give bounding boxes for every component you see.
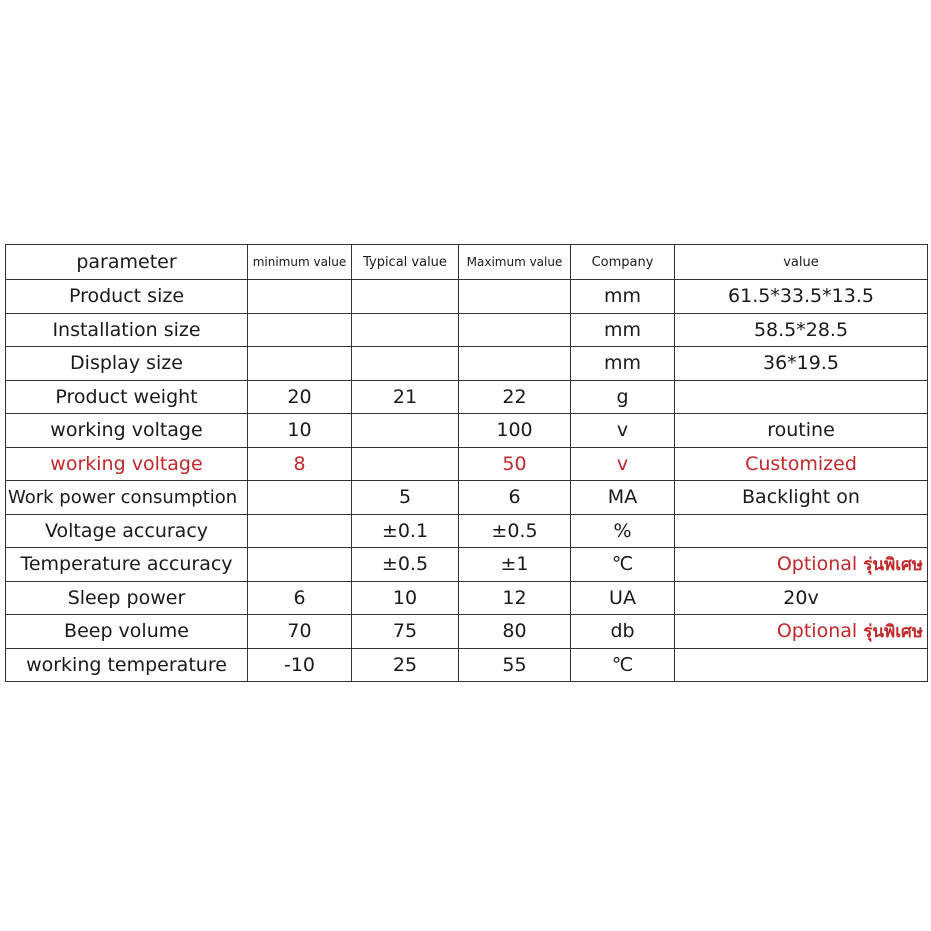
cell-max	[459, 280, 571, 314]
header-typical-value: Typical value	[352, 245, 459, 280]
cell-max	[459, 347, 571, 381]
cell-typ: 10	[352, 581, 459, 615]
cell-typ: 5	[352, 481, 459, 515]
cell-value: 58.5*28.5	[675, 313, 928, 347]
cell-min: 6	[248, 581, 352, 615]
cell-parameter: working voltage	[6, 414, 248, 448]
table-row	[6, 548, 928, 582]
cell-typ	[352, 414, 459, 448]
cell-value: routine	[675, 414, 928, 448]
special-model-label: รุ่นพิเศษ	[863, 621, 923, 642]
cell-unit: db	[571, 615, 675, 649]
cell-min	[248, 280, 352, 314]
cell-max: 100	[459, 414, 571, 448]
cell-typ: 21	[352, 380, 459, 414]
cell-unit: ℃	[571, 648, 675, 682]
cell-value	[675, 548, 928, 582]
cell-value: Customized	[675, 447, 928, 481]
cell-min	[248, 347, 352, 381]
cell-typ: ±0.1	[352, 514, 459, 548]
optional-label: Optional	[776, 552, 858, 575]
cell-unit: v	[571, 414, 675, 448]
cell-parameter: Temperature accuracy	[6, 548, 248, 582]
cell-min: 70	[248, 615, 352, 649]
cell-value	[675, 380, 928, 414]
cell-min	[248, 313, 352, 347]
table-row	[6, 481, 928, 515]
cell-typ	[352, 347, 459, 381]
cell-value	[675, 648, 928, 682]
cell-min: 20	[248, 380, 352, 414]
cell-unit: mm	[571, 347, 675, 381]
cell-min	[248, 514, 352, 548]
cell-parameter: working voltage	[6, 447, 248, 481]
table-row	[6, 280, 928, 314]
cell-min: 8	[248, 447, 352, 481]
header-maximum-value: Maximum value	[459, 245, 571, 280]
table-row	[6, 414, 928, 448]
cell-parameter: Product weight	[6, 380, 248, 414]
cell-typ	[352, 280, 459, 314]
cell-typ: 25	[352, 648, 459, 682]
cell-min	[248, 481, 352, 515]
cell-max: 55	[459, 648, 571, 682]
cell-value: 20v	[675, 581, 928, 615]
spec-table	[5, 244, 928, 682]
cell-max: ±0.5	[459, 514, 571, 548]
cell-parameter: Voltage accuracy	[6, 514, 248, 548]
cell-typ	[352, 447, 459, 481]
cell-unit: UA	[571, 581, 675, 615]
cell-min: 10	[248, 414, 352, 448]
cell-typ: ±0.5	[352, 548, 459, 582]
table-row	[6, 514, 928, 548]
cell-max: 6	[459, 481, 571, 515]
cell-parameter: Installation size	[6, 313, 248, 347]
table-row	[6, 380, 928, 414]
header-parameter: parameter	[6, 245, 248, 280]
table-row	[6, 581, 928, 615]
cell-parameter: Sleep power	[6, 581, 248, 615]
cell-value: 61.5*33.5*13.5	[675, 280, 928, 314]
header-company: Company	[571, 245, 675, 280]
cell-max: 80	[459, 615, 571, 649]
cell-unit: MA	[571, 481, 675, 515]
cell-unit: mm	[571, 280, 675, 314]
cell-parameter: Product size	[6, 280, 248, 314]
table-row	[6, 615, 928, 649]
table-row	[6, 648, 928, 682]
cell-min: -10	[248, 648, 352, 682]
cell-typ: 75	[352, 615, 459, 649]
cell-min	[248, 548, 352, 582]
table-row	[6, 313, 928, 347]
header-value: value	[675, 245, 928, 280]
cell-max: 22	[459, 380, 571, 414]
cell-max: 12	[459, 581, 571, 615]
cell-parameter: Beep volume	[6, 615, 248, 649]
cell-unit: mm	[571, 313, 675, 347]
cell-unit: g	[571, 380, 675, 414]
table-header-row	[6, 245, 928, 280]
cell-value	[675, 615, 928, 649]
cell-typ	[352, 313, 459, 347]
cell-max: ±1	[459, 548, 571, 582]
cell-unit: %	[571, 514, 675, 548]
cell-value	[675, 514, 928, 548]
cell-unit: v	[571, 447, 675, 481]
cell-value: Backlight on	[675, 481, 928, 515]
cell-parameter: Display size	[6, 347, 248, 381]
table-row	[6, 347, 928, 381]
cell-parameter: working temperature	[6, 648, 248, 682]
header-minimum-value: minimum value	[248, 245, 352, 280]
table-row-highlighted	[6, 447, 928, 481]
cell-unit: ℃	[571, 548, 675, 582]
special-model-label: รุ่นพิเศษ	[863, 554, 923, 575]
optional-label: Optional	[776, 619, 858, 642]
cell-max: 50	[459, 447, 571, 481]
cell-parameter: Work power consumption	[6, 481, 248, 515]
cell-max	[459, 313, 571, 347]
cell-value: 36*19.5	[675, 347, 928, 381]
